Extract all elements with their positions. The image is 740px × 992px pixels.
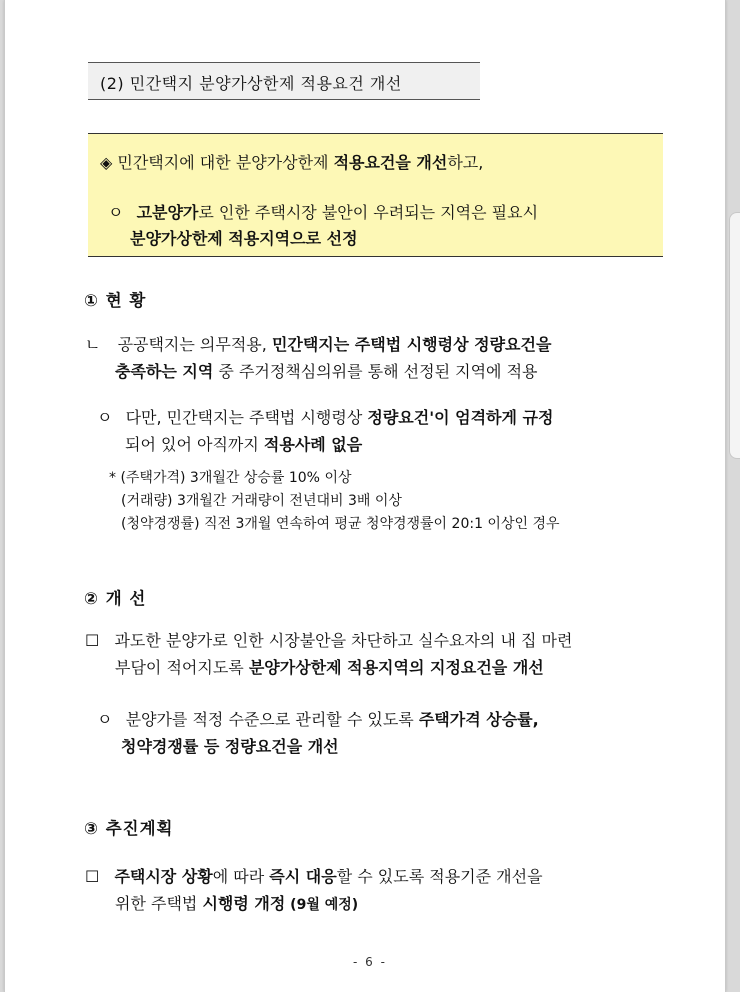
s1-p1-line-1	[85, 332, 551, 355]
section-title-box	[88, 62, 480, 100]
s1-p2-l2-bold: 적용사례 없음	[263, 435, 363, 454]
square-marker: ☐	[85, 867, 100, 886]
s1-p1-text: 공공택지는 의무적용,	[117, 335, 272, 354]
s3-p1-l2-text: 위한 주택법	[115, 894, 203, 913]
bullet-marker: ㅇ	[108, 203, 124, 222]
summary-line-1-text: ◈ 민간택지에 대한 분양가상한제	[100, 153, 334, 172]
s2-p2-text: 분양가를 적정 수준으로 관리할 수 있도록	[125, 710, 419, 729]
s3-p1-bold-1: 주택시장 상황	[114, 867, 213, 886]
s2-p2-bold: 주택가격 상승률,	[418, 710, 539, 729]
s1-p1-l2-bold: 충족하는 지역	[115, 362, 214, 381]
s1-p2-line-1	[97, 405, 553, 428]
s3-p1-line-1	[85, 864, 543, 887]
summary-line-2-text: 로 인한 주택시장 불안이 우려되는 지역은 필요시	[198, 203, 539, 222]
s1-p1-bold: 민간택지는 주택법 시행령상 정량요건을	[271, 335, 552, 354]
s3-p1-bold-2: 즉시 대응	[269, 867, 337, 886]
s1-p2-line-2	[125, 432, 362, 455]
s2-p1-l2-text: 부담이 적어지도록	[115, 658, 249, 677]
document-page	[4, 0, 726, 992]
bullet-marker: ㅇ	[97, 710, 113, 729]
footnote-line-2: (거래량) 3개월간 거래량이 전년대비 3배 이상	[121, 493, 402, 509]
s2-p2-line-2: 청약경쟁률 등 정량요건을 개선	[121, 737, 339, 756]
s2-p1-line-2	[115, 655, 544, 678]
s3-p1-line-2	[115, 891, 358, 914]
bullet-marker: ㅇ	[97, 408, 113, 427]
scrollbar-handle[interactable]	[729, 212, 740, 459]
s2-p1-text: 과도한 분양가로 인한 시장불안을 차단하고 실수요자의 내 집 마련	[114, 631, 573, 650]
s1-p2-bold: 정량요건'이 엄격하게 규정	[367, 408, 554, 427]
section-title: (2) 민간택지 분양가상한제 적용요건 개선	[100, 74, 402, 93]
s1-p1-line-2	[115, 359, 538, 382]
s2-p1-line-1	[85, 628, 572, 651]
s2-p2-line-1	[97, 707, 539, 730]
s1-p2-l2-text: 되어 있어 아직까지	[125, 435, 264, 454]
s3-p1-text-2: 할 수 있도록 적용기준 개선을	[336, 867, 543, 886]
summary-line-2	[108, 200, 538, 223]
summary-line-1-bold: 적용요건을 개선	[333, 153, 448, 172]
summary-line-3: 분양가상한제 적용지역으로 선정	[130, 229, 358, 248]
s1-p2-text: 다만, 민간택지는 주택법 시행령상	[125, 408, 368, 427]
s1-p1-l2-text: 중 주거정책심의위를 통해 선정된 지역에 적용	[213, 362, 538, 381]
summary-line-1	[100, 150, 483, 173]
summary-line-1-end: 하고,	[447, 153, 484, 172]
footnote-line-3: (청약경쟁률) 직전 3개월 연속하여 평균 청약경쟁률이 20:1 이상인 경우	[121, 516, 560, 532]
s2-p1-l2-bold: 분양가상한제 적용지역의 지정요건을 개선	[248, 658, 544, 677]
page-number: - 6 -	[353, 955, 387, 969]
footnote-line-1: * (주택가격) 3개월간 상승률 10% 이상	[109, 470, 352, 486]
summary-box	[88, 133, 663, 257]
s3-p1-l2-paren: (9월 예정)	[285, 897, 359, 913]
section-1-heading: ① 현 황	[84, 291, 147, 310]
section-3-heading: ③ 추진계획	[84, 819, 174, 838]
s3-p1-l2-bold: 시행령 개정	[202, 894, 286, 913]
summary-line-2-bold: 고분양가	[136, 203, 199, 222]
section-2-heading: ② 개 선	[84, 589, 147, 608]
square-marker: ㄴ	[85, 335, 101, 354]
square-marker: ☐	[85, 631, 100, 650]
s3-p1-text-1: 에 따라	[212, 867, 270, 886]
